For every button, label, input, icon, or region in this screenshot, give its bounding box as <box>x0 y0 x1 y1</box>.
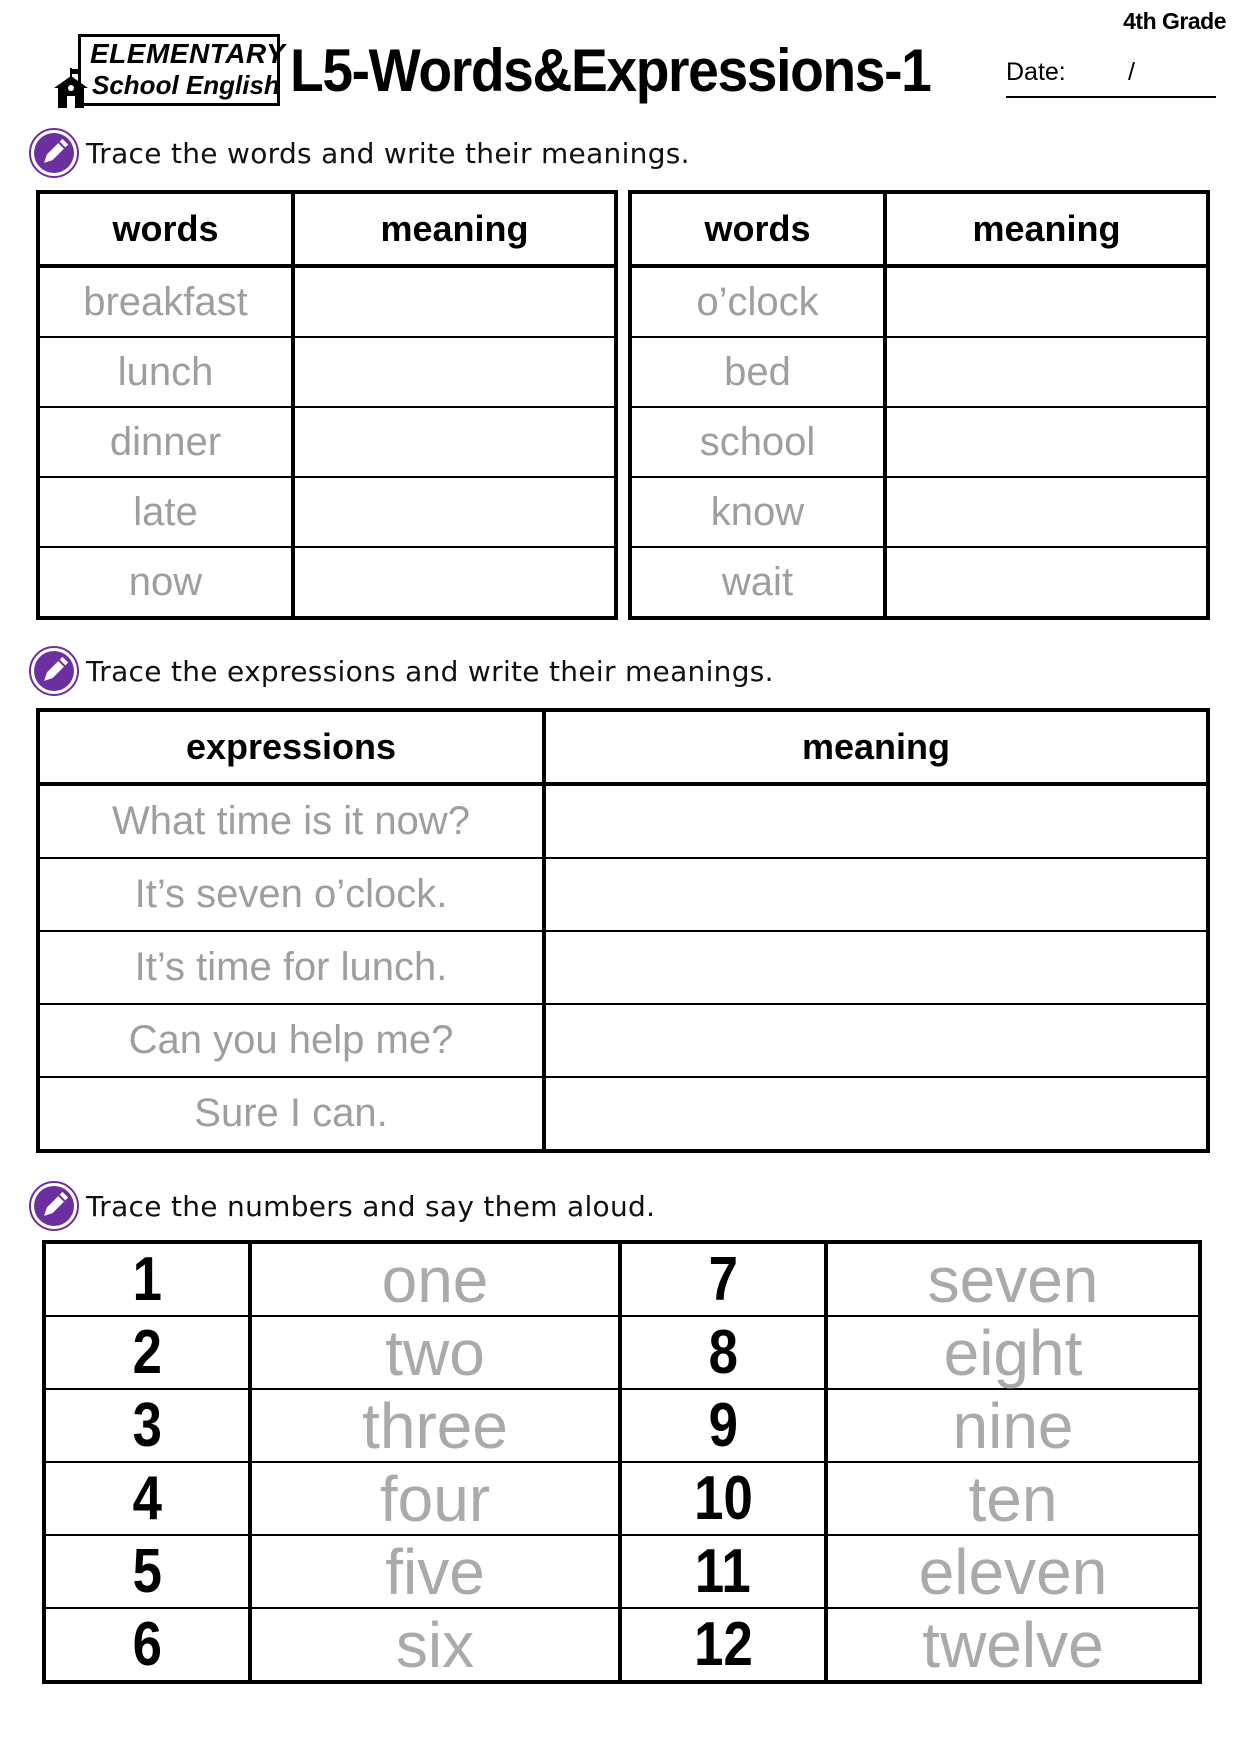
trace-number-word: eight <box>826 1316 1200 1389</box>
number-digit: 7 <box>708 1245 738 1314</box>
meaning-cell[interactable] <box>293 407 616 477</box>
trace-number-word: eleven <box>826 1535 1200 1608</box>
trace-word: now <box>38 547 293 618</box>
meaning-cell[interactable] <box>885 547 1208 618</box>
section3-instruction: Trace the numbers and say them aloud. <box>86 1189 656 1223</box>
trace-word: lunch <box>38 337 293 407</box>
words-table-left <box>36 190 618 620</box>
meaning-cell[interactable] <box>293 477 616 547</box>
table-row <box>38 784 1208 858</box>
number-digit: 6 <box>132 1610 162 1679</box>
trace-number-word: nine <box>826 1389 1200 1462</box>
trace-number-word: six <box>250 1608 620 1682</box>
trace-number-word: four <box>250 1462 620 1535</box>
words-table-right <box>628 190 1210 620</box>
col-words-header: words <box>38 192 293 266</box>
table-row <box>44 1535 1200 1608</box>
trace-number-word: twelve <box>826 1608 1200 1682</box>
number-digit: 4 <box>132 1464 162 1533</box>
meaning-cell[interactable] <box>544 784 1208 858</box>
table-row <box>630 337 1208 407</box>
meaning-cell[interactable] <box>293 337 616 407</box>
table-row <box>44 1389 1200 1462</box>
table-row <box>44 1608 1200 1682</box>
meaning-cell[interactable] <box>885 407 1208 477</box>
date-label: Date: <box>1006 58 1066 86</box>
logo-line1: ELEMENTARY <box>90 38 286 69</box>
table-row <box>38 477 616 547</box>
table-row <box>630 547 1208 618</box>
trace-number-word: two <box>250 1316 620 1389</box>
number-digit: 10 <box>693 1464 753 1533</box>
date-slash: / <box>1128 58 1135 86</box>
number-digit: 11 <box>695 1537 751 1606</box>
trace-number-word: ten <box>826 1462 1200 1535</box>
meaning-cell[interactable] <box>544 1004 1208 1077</box>
col-expressions-header: expressions <box>38 710 544 784</box>
trace-word: dinner <box>38 407 293 477</box>
page-title: L5-Words&Expressions-1 <box>290 37 931 104</box>
trace-number-word: three <box>250 1389 620 1462</box>
table-row <box>630 407 1208 477</box>
trace-word: late <box>38 477 293 547</box>
table-row <box>38 1004 1208 1077</box>
section3-header <box>28 1178 655 1234</box>
col-meaning-header: meaning <box>293 192 616 266</box>
table-row <box>38 1077 1208 1151</box>
meaning-cell[interactable] <box>544 1077 1208 1151</box>
trace-number-word: five <box>250 1535 620 1608</box>
meaning-cell[interactable] <box>544 858 1208 931</box>
table-row <box>38 266 616 337</box>
trace-expression: What time is it now? <box>38 784 544 858</box>
table-row <box>38 547 616 618</box>
school-building-icon <box>50 68 92 110</box>
meaning-cell[interactable] <box>293 266 616 337</box>
pencil-icon <box>28 1180 80 1232</box>
trace-number-word: one <box>250 1242 620 1316</box>
table-row <box>38 337 616 407</box>
col-meaning-header: meaning <box>885 192 1208 266</box>
date-input-line[interactable] <box>1006 96 1216 98</box>
number-digit: 9 <box>708 1391 738 1460</box>
trace-expression: Sure I can. <box>38 1077 544 1151</box>
trace-expression: Can you help me? <box>38 1004 544 1077</box>
table-row <box>38 858 1208 931</box>
trace-word: wait <box>630 547 885 618</box>
col-meaning-header: meaning <box>544 710 1208 784</box>
col-words-header: words <box>630 192 885 266</box>
table-row <box>630 477 1208 547</box>
pencil-icon <box>28 645 80 697</box>
logo-line2: School English <box>92 70 280 100</box>
number-digit: 3 <box>132 1391 162 1460</box>
table-row <box>38 407 616 477</box>
trace-expression: It’s time for lunch. <box>38 931 544 1004</box>
table-row <box>630 266 1208 337</box>
number-digit: 2 <box>132 1318 162 1387</box>
expressions-table <box>36 708 1210 1153</box>
meaning-cell[interactable] <box>885 337 1208 407</box>
number-digit: 12 <box>693 1610 753 1679</box>
trace-word: school <box>630 407 885 477</box>
meaning-cell[interactable] <box>544 931 1208 1004</box>
meaning-cell[interactable] <box>293 547 616 618</box>
grade-label: 4th Grade <box>1123 8 1226 34</box>
section1-header <box>28 125 690 181</box>
section2-header <box>28 643 774 699</box>
table-row <box>44 1316 1200 1389</box>
trace-word: o’clock <box>630 266 885 337</box>
table-row <box>44 1242 1200 1316</box>
number-digit: 1 <box>132 1245 162 1314</box>
meaning-cell[interactable] <box>885 477 1208 547</box>
numbers-table <box>42 1240 1202 1684</box>
trace-expression: It’s seven o’clock. <box>38 858 544 931</box>
number-digit: 8 <box>708 1318 738 1387</box>
section2-instruction: Trace the expressions and write their meanings. <box>86 654 774 688</box>
table-row <box>38 931 1208 1004</box>
trace-word: bed <box>630 337 885 407</box>
number-digit: 5 <box>132 1537 162 1606</box>
section1-instruction: Trace the words and write their meanings. <box>86 136 690 170</box>
meaning-cell[interactable] <box>885 266 1208 337</box>
table-row <box>44 1462 1200 1535</box>
pencil-icon <box>28 127 80 179</box>
trace-word: breakfast <box>38 266 293 337</box>
trace-word: know <box>630 477 885 547</box>
trace-number-word: seven <box>826 1242 1200 1316</box>
